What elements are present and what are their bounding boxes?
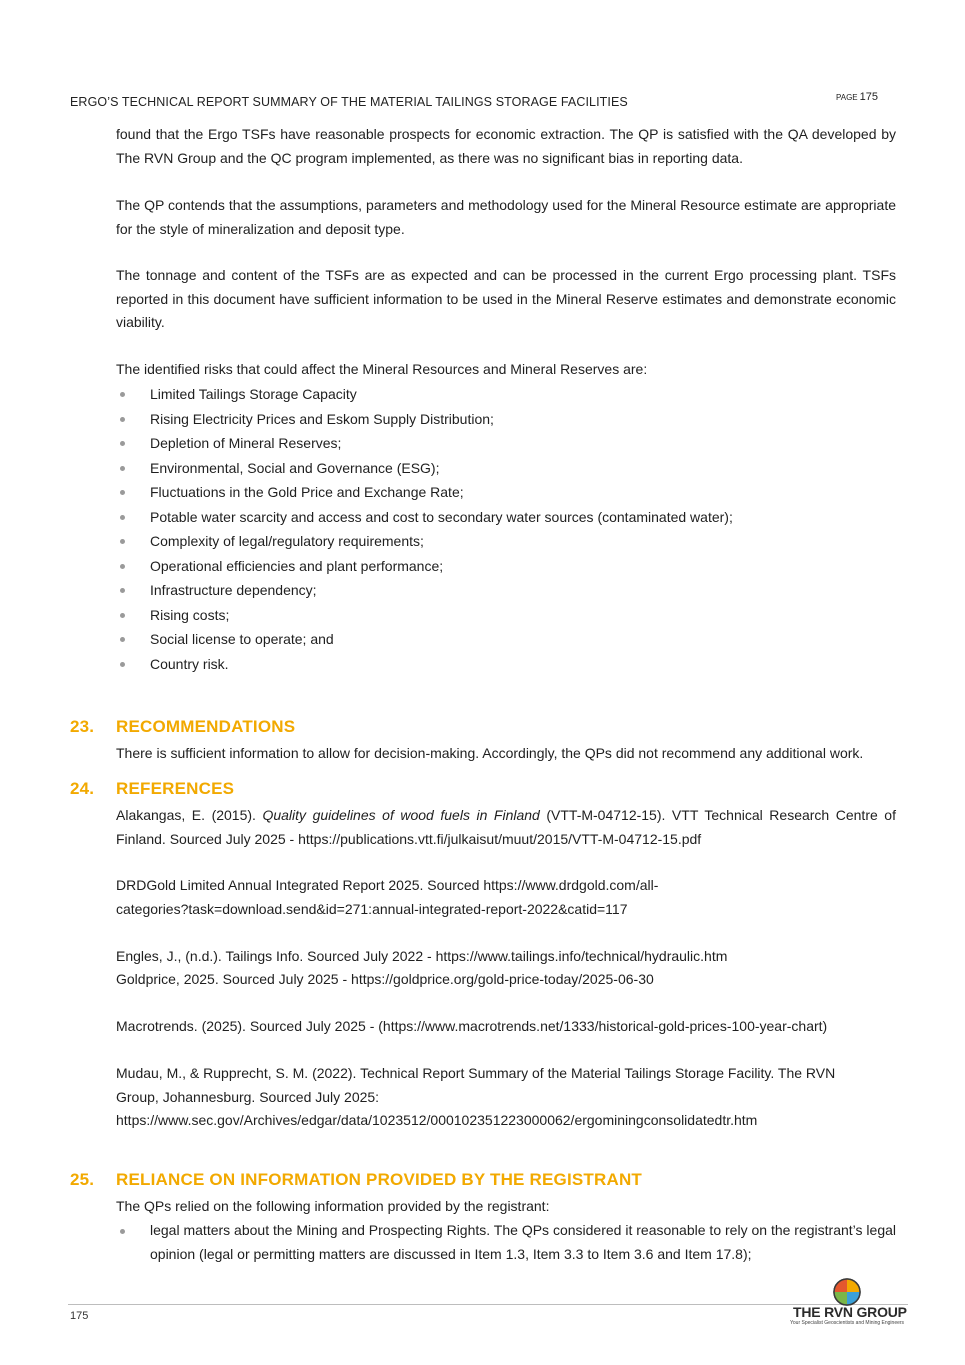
reliance-list [116, 1219, 896, 1266]
section-title: RECOMMENDATIONS [116, 717, 296, 736]
bullet-icon [120, 564, 125, 569]
list-item: Limited Tailings Storage Capacity [116, 382, 896, 407]
list-item: Potable water scarcity and access and cost to secondary water sources (contaminated water); [116, 505, 896, 530]
page-label: PAGE [836, 93, 858, 102]
reference-alakangas: Alakangas, E. (2015). Quality guidelines of wood fuels in Finland (VTT-M-04712-15). VTT Technical Research Centre of Finland. Sourced July 2025 - https://publications.vtt.fi/julkaisut/muut/2015/VTT-M-04712-15.pdf [116, 807, 896, 847]
reference-mudau: Mudau, M., & Rupprecht, S. M. (2022). Technical Report Summary of the Material Tailings Storage Facility. The RVN Group, Johannesburg. Sourced July 2025: https://www.sec.gov/Archives/edgar/data/1023512/000102351223000062/ergominingconsolidatedtr.htm [116, 1065, 836, 1129]
reference-goldprice: Goldprice, 2025. Sourced July 2025 - https://goldprice.org/gold-price-today/2025-06-30 [116, 971, 654, 987]
header-page-indicator [836, 91, 878, 103]
list-item: Environmental, Social and Governance (ESG); [116, 456, 896, 481]
logo-tagline: Your Specialist Geoscientists and Mining Engineers [790, 1320, 905, 1326]
list-item: legal matters about the Mining and Prospecting Rights. The QPs considered it reasonable to rely on the registrant’s legal opinion (legal or permitting matters are discussed in Item 1.3, Item 3.3 to Item 3.6 and Item 17.8); [116, 1219, 896, 1266]
section-heading-recommendations [70, 717, 295, 737]
section-number: 23. [70, 717, 95, 736]
list-item: Operational efficiencies and plant performance; [116, 554, 896, 579]
list-item: Rising Electricity Prices and Eskom Supply Distribution; [116, 407, 896, 432]
bullet-icon [120, 588, 125, 593]
section-heading-references [70, 779, 234, 799]
reference-drdgold: DRDGold Limited Annual Integrated Report 2025. Sourced https://www.drdgold.com/all- categories?task=download.send&id=271:annual-integrated-report-2022&catid=117 [116, 877, 659, 917]
section-title: REFERENCES [116, 779, 235, 798]
reference-engles: Engles, J., (n.d.). Tailings Info. Sourced July 2022 - https://www.tailings.info/technical/hydraulic.htm [116, 948, 728, 964]
bullet-icon [120, 490, 125, 495]
section-heading-reliance [70, 1170, 642, 1190]
paragraph-assumptions: The QP contends that the assumptions, parameters and methodology used for the Mineral Resource estimate are appropriate for the style of mineralization and deposit type. [116, 197, 896, 237]
reliance-intro: The QPs relied on the following information provided by the registrant: [116, 1198, 550, 1214]
list-item: Rising costs; [116, 603, 896, 628]
bullet-icon [120, 1229, 125, 1234]
footer-divider [68, 1304, 908, 1305]
paragraph-qa-qc: found that the Ergo TSFs have reasonable prospects for economic extraction. The QP is satisfied with the QA developed by The RVN Group and the QC program implemented, as there was no significant bias in reporting data. [116, 126, 896, 166]
bullet-icon [120, 466, 125, 471]
section-number: 25. [70, 1170, 95, 1189]
rvn-logo-icon [832, 1277, 862, 1307]
header-page-number: 175 [859, 91, 878, 103]
logo-text: THE RVN GROUP [793, 1304, 907, 1320]
bullet-icon [120, 515, 125, 520]
reference-macrotrends: Macrotrends. (2025). Sourced July 2025 - (https://www.macrotrends.net/1333/historical-gold-prices-100-year-chart) [116, 1018, 828, 1034]
bullet-icon [120, 539, 125, 544]
section-title: RELIANCE ON INFORMATION PROVIDED BY THE REGISTRANT [116, 1170, 643, 1189]
list-item: Social license to operate; and [116, 627, 896, 652]
bullet-icon [120, 637, 125, 642]
bullet-icon [120, 613, 125, 618]
list-item: Depletion of Mineral Reserves; [116, 431, 896, 456]
risk-list [116, 382, 896, 676]
bullet-icon [120, 662, 125, 667]
report-header-title: ERGO’S TECHNICAL REPORT SUMMARY OF THE MATERIAL TAILINGS STORAGE FACILITIES [70, 95, 628, 109]
list-item: Infrastructure dependency; [116, 578, 896, 603]
paragraph-risks-intro: The identified risks that could affect the Mineral Resources and Mineral Reserves are: [116, 361, 648, 377]
bullet-icon [120, 392, 125, 397]
bullet-icon [120, 441, 125, 446]
bullet-icon [120, 417, 125, 422]
recommendations-text: There is sufficient information to allow for decision-making. Accordingly, the QPs did not recommend any additional work. [116, 745, 864, 761]
section-number: 24. [70, 779, 95, 798]
paragraph-tonnage: The tonnage and content of the TSFs are as expected and can be processed in the current Ergo processing plant. TSFs reported in this document have sufficient information to be used in the Mineral Reserve estimates and demonstrate economic viability. [116, 267, 896, 331]
list-item: Fluctuations in the Gold Price and Exchange Rate; [116, 480, 896, 505]
list-item: Country risk. [116, 652, 896, 677]
footer-page-number: 175 [70, 1310, 89, 1322]
list-item: Complexity of legal/regulatory requirements; [116, 529, 896, 554]
